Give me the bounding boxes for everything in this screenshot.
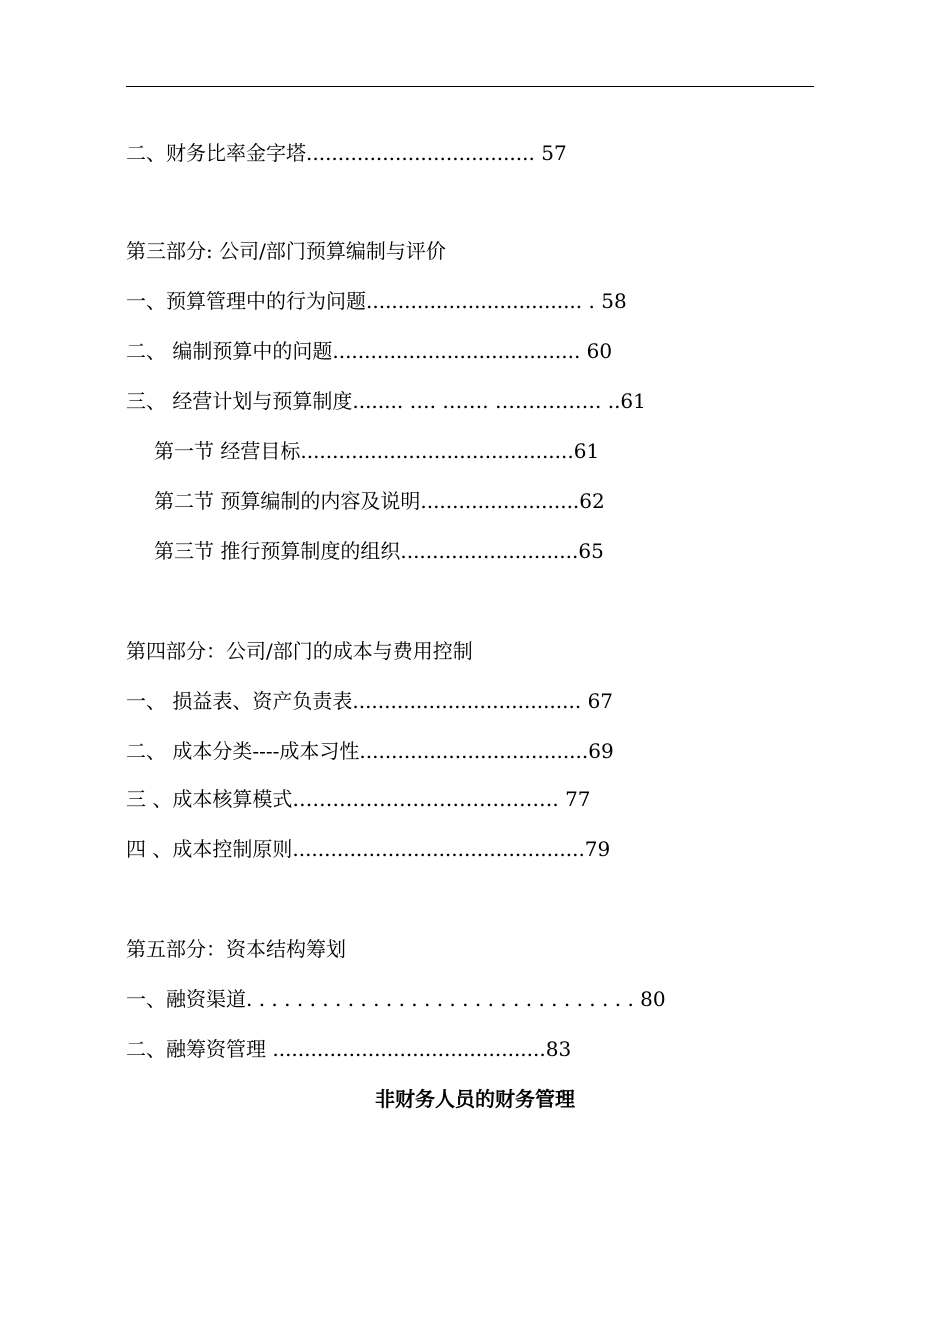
toc-item-financing-channels[interactable]: 一、融资渠道. . . . . . . . . . . . . . . . . . . . . . . . . . . . . . . 80: [126, 987, 666, 1011]
toc-part-4-heading[interactable]: 第四部分：公司/部门的成本与费用控制: [126, 639, 473, 663]
toc-subitem-business-goals[interactable]: 第一节 经营目标...........................................61: [154, 439, 600, 463]
toc-item-cost-accounting-model[interactable]: 三 、成本核算模式…………………………………. 77: [126, 787, 591, 811]
toc-item-business-plan-budget[interactable]: 三、 经营计划与预算制度........ …. ……. ……………. ..61: [126, 389, 646, 413]
toc-item-financing-management[interactable]: 二、融筹资管理 ...........................................83: [126, 1037, 572, 1061]
toc-part-3-heading[interactable]: 第三部分: 公司/部门预算编制与评价: [126, 239, 446, 263]
toc-item-financial-ratio-pyramid[interactable]: 二、财务比率金字塔.................................... 57: [126, 141, 567, 165]
toc-part-5-heading[interactable]: 第五部分：资本结构筹划: [126, 937, 346, 961]
toc-subitem-budget-content[interactable]: 第二节 预算编制的内容及说明.........................62: [154, 489, 605, 513]
header-rule: [126, 86, 814, 87]
toc-subitem-budget-organization[interactable]: 第三节 推行预算制度的组织............................65: [154, 539, 604, 563]
toc-item-budget-issues[interactable]: 二、 编制预算中的问题....................................... 60: [126, 339, 613, 363]
toc-item-cost-control-principles[interactable]: 四 、成本控制原则..............................................79: [126, 837, 611, 861]
toc-item-income-balance-sheet[interactable]: 一、 损益表、资产负责表.................................... 67: [126, 689, 614, 713]
toc-item-cost-classification[interactable]: 二、 成本分类----成本习性....................................69: [126, 739, 614, 763]
document-title: 非财务人员的财务管理: [375, 1087, 575, 1111]
toc-item-budget-behavior[interactable]: 一、预算管理中的行为问题.................................. . 58: [126, 289, 627, 313]
